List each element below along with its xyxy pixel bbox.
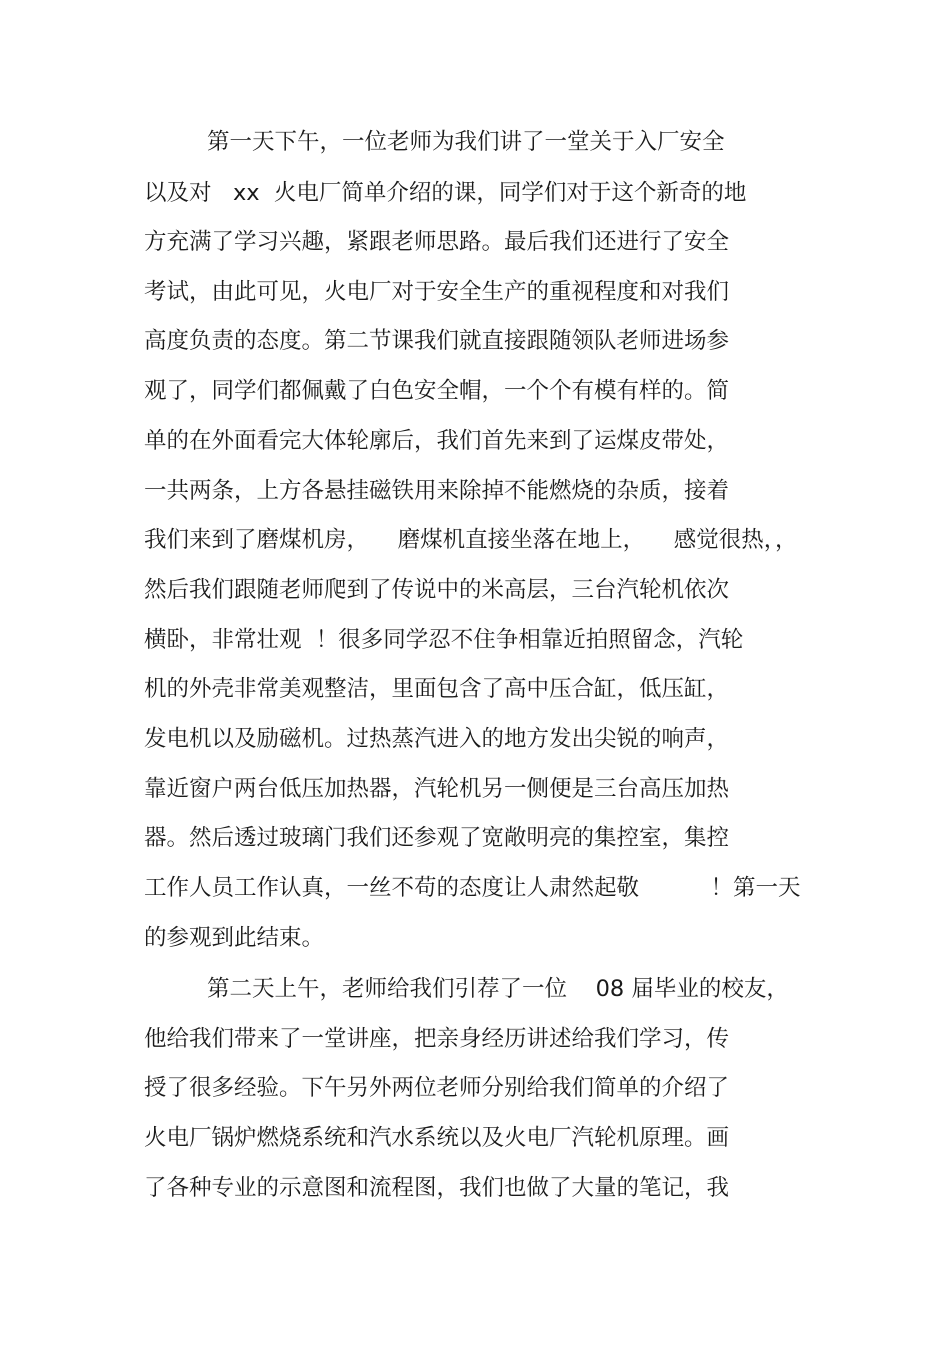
paragraph-1-line-16: 工作人员工作认真，一丝不苟的态度让人肃然起敬 ！第一天 [144,875,801,901]
paragraph-1-line-7: 单的在外面看完大体轮廓后，我们首先来到了运煤皮带处， [144,428,730,454]
paragraph-1-line-15: 器。然后透过玻璃门我们还参观了宽敞明亮的集控室，集控 [144,825,730,851]
paragraph-2-line-2: 他给我们带来了一堂讲座，把亲身经历讲述给我们学习，传 [144,1026,730,1052]
paragraph-1-line-2: 以及对 xx 火电厂简单介绍的课，同学们对于这个新奇的地 [144,180,747,206]
paragraph-1-line-14: 靠近窗户两台低压加热器，汽轮机另一侧便是三台高压加热 [144,776,730,802]
paragraph-1-line-12: 机的外壳非常美观整洁，里面包含了高中压合缸，低压缸， [144,676,730,702]
paragraph-1-line-1: 第一天下午，一位老师为我们讲了一堂关于入厂安全 [207,129,725,155]
paragraph-1-line-10: 然后我们跟随老师爬到了传说中的米高层，三台汽轮机依次 [144,577,730,603]
paragraph-1-line-5: 高度负责的态度。第二节课我们就直接跟随领队老师进场参 [144,328,730,354]
paragraph-1-line-6: 观了，同学们都佩戴了白色安全帽，一个个有模有样的。简 [144,378,730,404]
paragraph-1-line-8: 一共两条，上方各悬挂磁铁用来除掉不能燃烧的杂质，接着 [144,478,730,504]
paragraph-1-line-4: 考试，由此可见，火电厂对于安全生产的重视程度和对我们 [144,279,730,305]
paragraph-1-line-3: 方充满了学习兴趣，紧跟老师思路。最后我们还进行了安全 [144,229,730,255]
paragraph-1-line-13: 发电机以及励磁机。过热蒸汽进入的地方发出尖锐的响声， [144,726,730,752]
paragraph-1-line-11: 横卧，非常壮观 ！很多同学忍不住争相靠近拍照留念，汽轮 [144,627,744,653]
paragraph-1-line-17: 的参观到此结束。 [144,925,325,951]
paragraph-1-line-9: 我们来到了磨煤机房， 磨煤机直接坐落在地上， 感觉很热，， [144,527,798,553]
paragraph-2-line-4: 火电厂锅炉燃烧系统和汽水系统以及火电厂汽轮机原理。画 [144,1125,730,1151]
paragraph-2-line-5: 了各种专业的示意图和流程图，我们也做了大量的笔记，我 [144,1175,730,1201]
paragraph-2-line-3: 授了很多经验。下午另外两位老师分别给我们简单的介绍了 [144,1075,730,1101]
paragraph-2-line-1: 第二天上午，老师给我们引荐了一位 08 届毕业的校友， [207,976,789,1002]
